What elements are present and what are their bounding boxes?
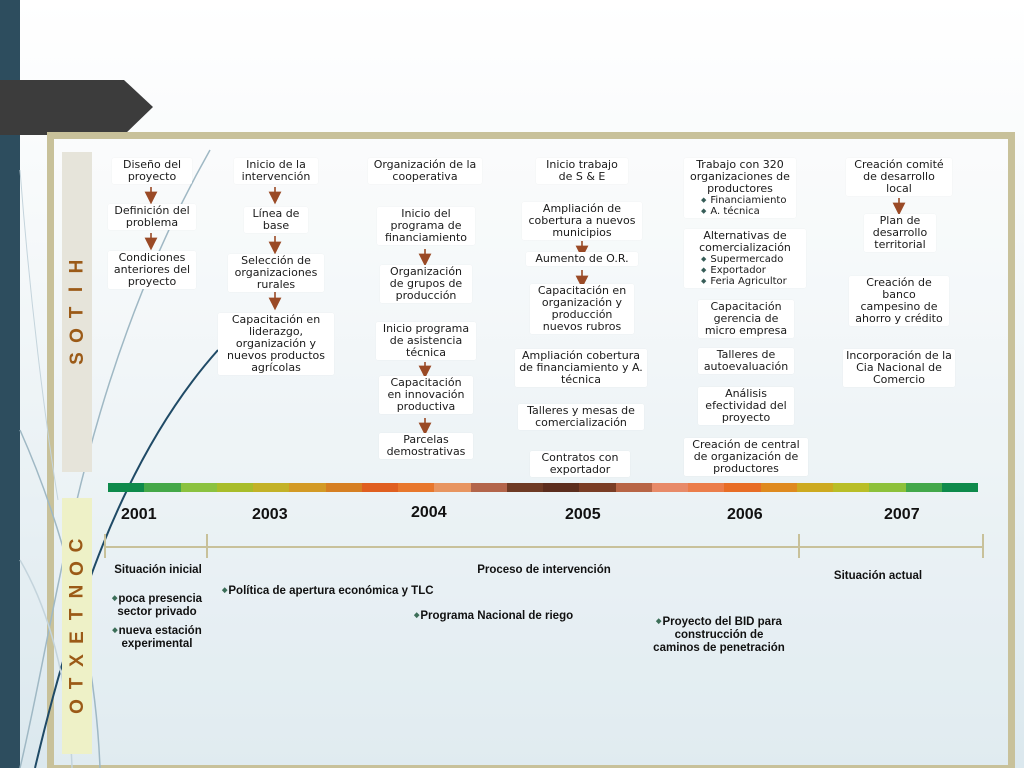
- milestone-talleres-autoevaluacion: Talleres de autoevaluación: [698, 348, 794, 374]
- milestone-grupos-produccion: Organización de grupos de producción: [380, 265, 472, 303]
- timeline-segment: [906, 483, 942, 492]
- context-item-estacion-experimental: ◆ nueva estación experimental: [104, 624, 210, 651]
- year-label: 2001: [121, 506, 157, 523]
- trabajo-320-list: [701, 195, 793, 217]
- context-tick: [982, 534, 984, 558]
- list-item: ◆ A. técnica: [701, 206, 793, 217]
- year-label: 2004: [411, 504, 447, 521]
- milestone-aumento-or: Aumento de O.R.: [526, 252, 638, 266]
- timeline-segment: [181, 483, 217, 492]
- milestone-comite-desarrollo: Creación comité de desarrollo local: [846, 158, 952, 196]
- milestone-inicio-financiamiento: Inicio del programa de financiamiento: [377, 207, 475, 245]
- timeline-color-bar: [108, 483, 978, 492]
- contexto-letter: T: [66, 677, 88, 690]
- context-item-proyecto-bid: ◆ Proyecto del BID para construcción de caminos de penetración: [652, 615, 786, 655]
- contexto-letter: E: [66, 631, 88, 644]
- milestone-analisis-efectividad: Análisis efectividad del proyecto: [698, 387, 794, 425]
- contexto-letter: C: [66, 538, 88, 553]
- milestone-alternativas-comercializacion: [684, 229, 806, 288]
- timeline-segment: [724, 483, 760, 492]
- timeline-segment: [434, 483, 470, 492]
- milestone-organizacion-cooperativa: Organización de la cooperativa: [368, 158, 482, 184]
- timeline-segment: [616, 483, 652, 492]
- year-label: 2005: [565, 506, 601, 523]
- timeline-segment: [253, 483, 289, 492]
- hitos-letter: H: [66, 259, 88, 273]
- milestone-parcelas-demostrativas: Parcelas demostrativas: [379, 433, 473, 459]
- context-tick: [798, 534, 800, 558]
- timeline-segment: [579, 483, 615, 492]
- timeline-segment: [507, 483, 543, 492]
- list-item: ◆ Feria Agricultor: [701, 276, 803, 287]
- timeline-segment: [543, 483, 579, 492]
- context-item-politica-tlc: ◆ Política de apertura económica y TLC: [222, 584, 462, 598]
- milestone-seleccion-organizaciones: Selección de organizaciones rurales: [228, 254, 324, 292]
- contexto-letter: O: [66, 699, 88, 714]
- alternativas-list: [701, 254, 803, 287]
- proceso-intervencion-label: Proceso de intervención: [477, 564, 611, 576]
- timeline-segment: [797, 483, 833, 492]
- alternativas-title: Alternativas de comercialización: [699, 229, 791, 254]
- milestone-contratos-exportador: Contratos con exportador: [530, 451, 630, 477]
- hitos-letter: O: [66, 327, 88, 343]
- context-tick: [104, 534, 106, 558]
- context-item-sector-privado: ◆ poca presencia sector privado: [104, 592, 210, 619]
- context-timeline: [104, 546, 984, 548]
- timeline-segment: [289, 483, 325, 492]
- contexto-letter: T: [66, 608, 88, 621]
- milestone-banco-campesino: Creación de banco campesino de ahorro y crédito: [849, 276, 949, 326]
- year-label: 2007: [884, 506, 920, 523]
- context-tick: [206, 534, 208, 558]
- list-item: ◆ Supermercado: [701, 254, 803, 265]
- milestone-inicio-sye: Inicio trabajo de S & E: [536, 158, 628, 184]
- milestone-capacitacion-rubros: Capacitación en organización y producción nuevos rubros: [530, 284, 634, 334]
- timeline-segment: [217, 483, 253, 492]
- milestone-asistencia-tecnica: Inicio programa de asistencia técnica: [376, 322, 476, 360]
- timeline-segment: [869, 483, 905, 492]
- context-item-programa-riego: ◆ Programa Nacional de riego: [414, 609, 604, 623]
- milestone-capacitacion-liderazgo: Capacitación en liderazgo, organización y nuevos productos agrícolas: [218, 313, 334, 375]
- year-label: 2003: [252, 506, 288, 523]
- contexto-letter: X: [66, 654, 88, 667]
- milestone-trabajo-320: [684, 158, 796, 218]
- situacion-inicial-label: Situación inicial: [114, 564, 202, 576]
- timeline-segment: [688, 483, 724, 492]
- milestone-cobertura-financiamiento: Ampliación cobertura de financiamiento y A. técnica: [515, 349, 647, 387]
- timeline-segment: [108, 483, 144, 492]
- timeline-segment: [471, 483, 507, 492]
- year-label: 2006: [727, 506, 763, 523]
- milestone-ampliacion-cobertura: Ampliación de cobertura a nuevos municipios: [522, 202, 642, 240]
- timeline-segment: [362, 483, 398, 492]
- milestone-condiciones-anteriores: Condiciones anteriores del proyecto: [108, 251, 196, 289]
- hitos-letter: I: [66, 286, 88, 292]
- milestone-innovacion-productiva: Capacitación en innovación productiva: [379, 376, 473, 414]
- hitos-letter: S: [66, 351, 88, 365]
- situacion-actual-label: Situación actual: [833, 570, 923, 582]
- timeline-segment: [833, 483, 869, 492]
- hitos-letter: T: [66, 306, 88, 318]
- timeline-segment: [326, 483, 362, 492]
- milestone-cia-nacional: Incorporación de la Cia Nacional de Comercio: [843, 349, 955, 387]
- timeline-segment: [761, 483, 797, 492]
- milestone-plan-desarrollo: Plan de desarrollo territorial: [864, 214, 936, 252]
- milestone-central-organizacion: Creación de central de organización de productores: [684, 438, 808, 476]
- trabajo-320-title: Trabajo con 320 organizaciones de productores: [690, 158, 790, 195]
- milestone-definicion-problema: Definición del problema: [108, 204, 196, 230]
- timeline-segment: [942, 483, 978, 492]
- list-item: ◆ Financiamiento: [701, 195, 793, 206]
- list-item: ◆ Exportador: [701, 265, 803, 276]
- timeline-segment: [144, 483, 180, 492]
- milestone-gerencia-micro-empresa: Capacitación gerencia de micro empresa: [698, 300, 794, 338]
- milestone-disenio-proyecto: Diseño del proyecto: [112, 158, 192, 184]
- timeline-segment: [398, 483, 434, 492]
- milestone-inicio-intervencion: Inicio de la intervención: [234, 158, 318, 184]
- timeline-segment: [652, 483, 688, 492]
- contexto-letter: N: [66, 584, 88, 599]
- milestone-talleres-comercializacion: Talleres y mesas de comercialización: [518, 404, 644, 430]
- milestone-linea-base: Línea de base: [244, 207, 308, 233]
- contexto-letter: O: [66, 561, 88, 576]
